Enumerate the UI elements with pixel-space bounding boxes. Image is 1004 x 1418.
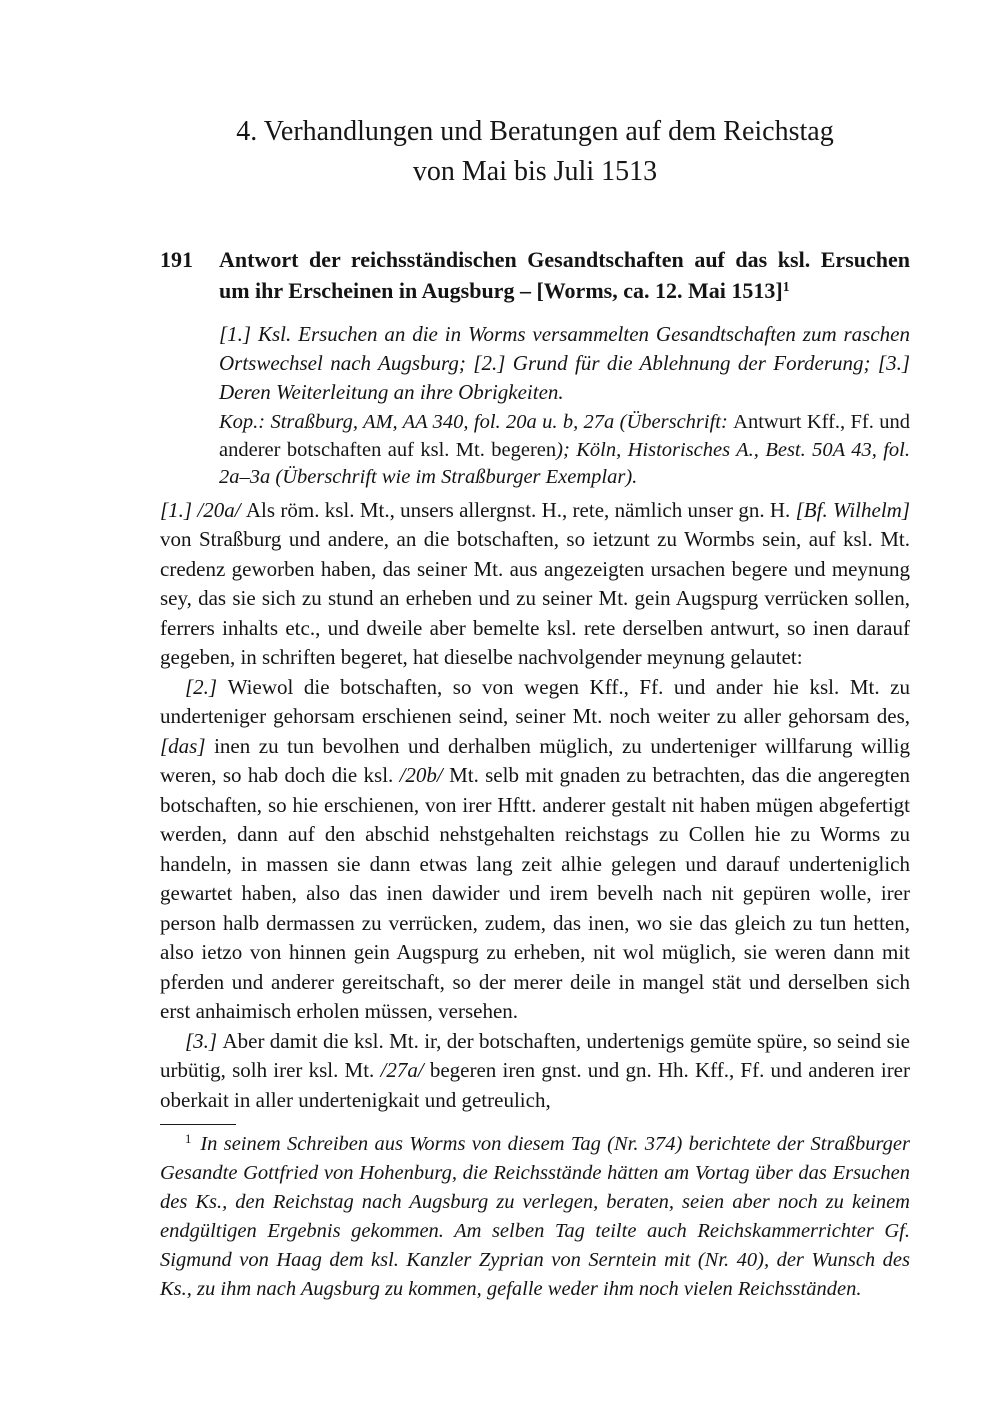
entry-footnote-marker: 1 (782, 278, 790, 294)
footnote-text: In seinem Schreiben aus Worms von diesem Tag (Nr. 374) berichtete der Straßburger Gesandte Gottfried von Hohenburg, die Reichsstände hätten am Vortag über das Ersuchen des Ks., den Reichstag nach Augsburg zu verlegen, beraten, seien aber noch zu keinem endgültigen Ergebnis gekommen. Am selben Tag teilte auch Reichskammerrichter Gf. Sigmund von Haag dem ksl. Kanzler Zyprian von Serntein mit (Nr. 40), der Wunsch des Ks., zu ihm nach Augsburg zu kommen, gefalle weder ihm noch vielen Reichsständen. (160, 1133, 910, 1300)
chapter-heading-line1: 4. Verhandlungen und Beratungen auf dem Reichstag (236, 116, 834, 147)
body-paragraph-2: [2.] Wiewol die botschaften, so von wegen Kff., Ff. und ander hie ksl. Mt. zu underteniger gehorsam erschienen seind, seiner Mt. noch weiter zu aller gehorsam des, [das] inen zu tun bevolhen und derhalben müglich, zu underteniger willfarung willig weren, so hab doch die ksl. /20b/ Mt. selb mit gnaden zu betrachten, das die angeregten botschaften, so hie erschienen, von irer Hftt. anderer gestalt nit haben mügen abgefertigt werden, dann auf den abschid nehstgehalten reichstags zu Collen hie zu Worms zu handeln, in massen sie dann etwas lang zeit alhie gelegen und darauf underteniglich gewartet haben, also das inen dawider und irem bevelh nach nit gepüren wolle, irer person halb dermassen zu verrücken, zudem, das inen, wo sie das gleich zu tun hetten, also ietzo von hinnen gein Augspurg zu erheben, nit wol müglich, sie weren dann mit pferden und anderer gereitschaft, so der merer deile in mangel stät und derselben sich erst anhaimisch erholen müssen, versehen. (160, 674, 910, 1023)
body-paragraph-3: [3.] Aber damit die ksl. Mt. ir, der botschaften, undertenigs gemüte spüre, so seind sie urbütig, solh irer ksl. Mt. /27a/ begeren iren gnst. und gn. Hh. Kff., Ff. und anderen irer oberkait in aller undertenigkait und getreulich, (160, 1028, 910, 1112)
entry-title (219, 244, 910, 306)
entry-body (160, 496, 910, 1116)
source-note: Kop.: Straßburg, AM, AA 340, fol. 20a u. b, 27a (Überschrift: Antwurt Kff., Ff. und anderer botschaften auf ksl. Mt. begeren); Köln, Historisches A., Best. 50A 43, fol. 2a–3a (Überschrift wie im Straßburger Exemplar). (219, 411, 911, 488)
body-paragraph-1: [1.] /20a/ Als röm. ksl. Mt., unsers allergnst. H., rete, nämlich unser gn. H. [Bf. Wilhelm] von Straßburg und andere, an die botschaften, so ietzunt zu Wormbs sein, auf ksl. Mt. credenz geworben haben, das seiner Mt. aus angezeigten ursachen begere und meynung sey, das sie sich zu stund an erheben und zu seiner Mt. gein Augspurg verrücken sollen, ferrers inhalts etc., und dweile aber bemelte ksl. rete derselben antwurt, so inen darauf gegeben, in schriften begeret, hat dieselbe nachvolgender meynung gelautet: (160, 497, 910, 669)
entry-summary: [1.] Ksl. Ersuchen an die in Worms versammelten Gesandtschaften zum raschen Ortswechsel nach Augsburg; [2.] Grund für die Ablehnung der Forderung; [3.] Deren Weiterleitung an ihre Obrigkeiten. (219, 322, 910, 404)
entry-number: 191 (160, 247, 193, 272)
chapter-heading (160, 112, 910, 192)
footnote-marker: 1 (185, 1132, 192, 1147)
entry-title-text: Antwort der reichsständischen Gesandtschaften auf das ksl. Ersuchen um ihr Erscheinen in Augsburg – [Worms, ca. 12. Mai 1513] (219, 247, 910, 303)
chapter-heading-line2: von Mai bis Juli 1513 (412, 156, 658, 187)
entry-heading (160, 244, 910, 306)
footnote-separator-rule (160, 1124, 236, 1125)
footnote (160, 1130, 910, 1304)
